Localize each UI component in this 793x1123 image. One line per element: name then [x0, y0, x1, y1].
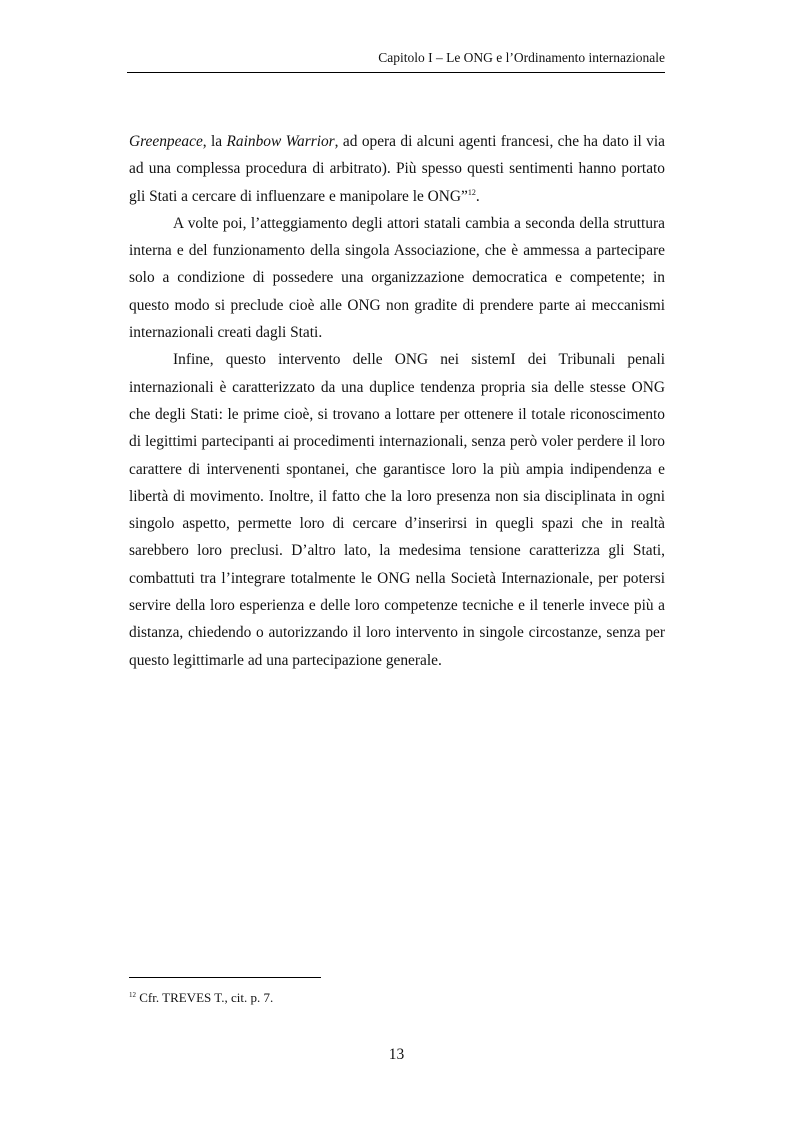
paragraph-2: A volte poi, l’atteggiamento degli attori statali cambia a seconda della struttura interna e del funzionamento della singola Associazione, che è ammessa a partecipare solo a condizione di possedere una organizzazione democratica e competente; in questo modo si preclude cioè alle ONG non gradite di prendere parte ai meccanismi internazionali creati dagli Stati. [129, 214, 665, 342]
paragraph-3: Infine, questo intervento delle ONG nei sistemI dei Tribunali penali internazionali è caratterizzato da una duplice tendenza propria sia delle stesse ONG che degli Stati: le prime cioè, si trovano a lottare per ottenere il totale riconoscimento di legittimi partecipanti ai procedimenti internazionali, senza però voler perdere il loro carattere di intervenenti spontanei, che garantisce loro la più ampia indipendenza e libertà di movimento. Inoltre, il fatto che la loro presenza non sia disciplinata in ogni singolo aspetto, permette loro di cercare d’inserirsi in quegli spazi che in realtà sarebbero loro preclusi. D’altro lato, la medesima tensione caratterizza gli Stati, combattuti tra l’integrare totalmente le ONG nella Società Internazionale, per potersi servire della loro esperienza e delle loro competenze tecniche e il tenerle invece più a distanza, chiedendo o autorizzando il loro intervento in singole circostanze, senza per questo legittimarle ad una partecipazione generale. [129, 351, 665, 669]
running-title: Capitolo I – Le ONG e l’Ordinamento internazionale [378, 50, 665, 65]
body-text [129, 128, 665, 674]
page-number: 13 [388, 1046, 405, 1063]
running-header [127, 46, 665, 73]
footnote [129, 990, 273, 1006]
footnote-reference: 12 [467, 187, 476, 197]
footnote-text: Cfr. TREVES T., cit. p. 7. [136, 990, 274, 1005]
paragraph-1: Greenpeace, la Rainbow Warrior, ad opera di alcuni agenti francesi, che ha dato il via ad una complessa procedura di arbitrato). Più spesso questi sentimenti hanno portato gli Stati a cercare di influenzare e manipolare le ONG”$^{12}$. [129, 133, 665, 205]
italic-greenpeace: Greenpeace [129, 133, 203, 150]
footnote-number: 12 [129, 991, 136, 999]
footnote-separator [129, 977, 321, 978]
italic-rainbow-warrior: Rainbow Warrior [226, 133, 335, 150]
